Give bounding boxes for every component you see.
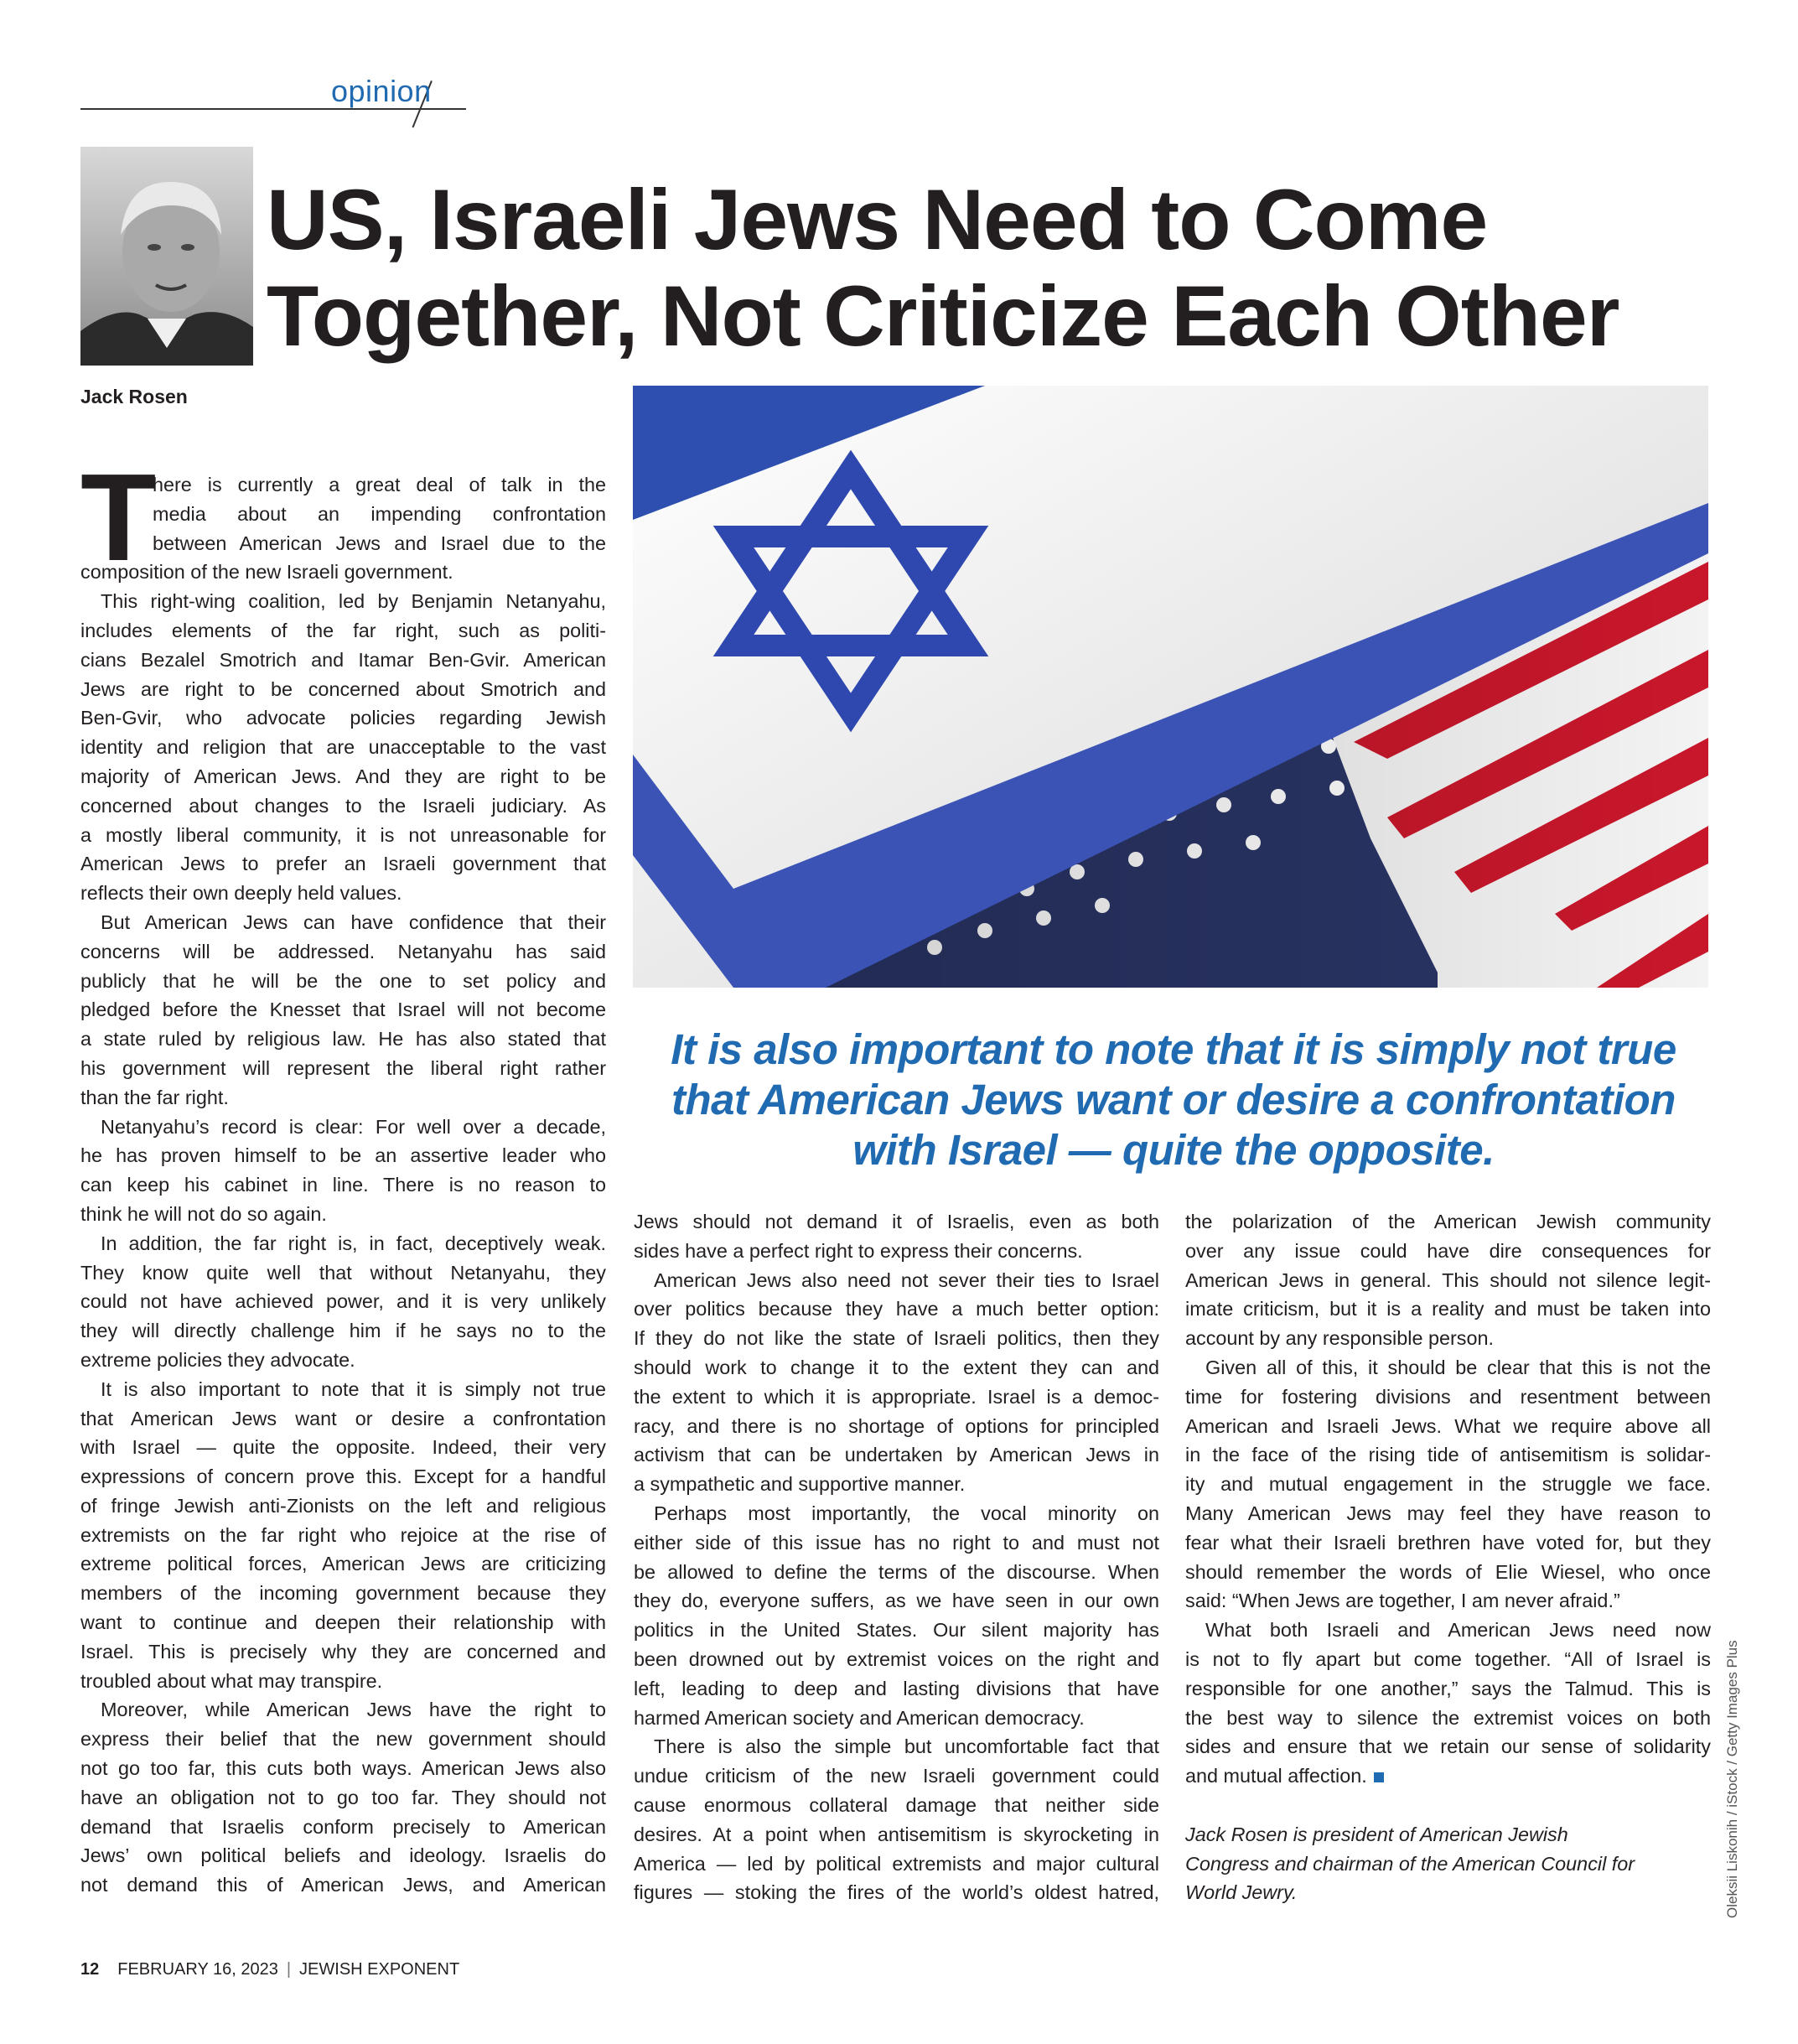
page-number: 12 (80, 1960, 100, 1979)
text-line: of fringe Jewish anti-Zionists on the left and religious (80, 1494, 606, 1517)
text-line: should remember the words of Elie Wiesel, who once (1185, 1560, 1711, 1583)
text-line: sides have a perfect right to express their concerns. (634, 1239, 1083, 1262)
text-line: been drowned out by extremist voices on the right and (634, 1647, 1159, 1670)
text-line: American and Israeli Jews. What we require above all (1185, 1414, 1711, 1437)
text-line: racy, and there is no shortage of options for principled (634, 1414, 1159, 1437)
text-line: should work to change it to the extent they can and (634, 1356, 1159, 1378)
text-line: Perhaps most importantly, the vocal minority on (654, 1502, 1159, 1524)
headline-line: Together, Not Criticize Each Other (267, 268, 1619, 364)
text-line: ity and mutual engagement in the struggle we face. (1185, 1473, 1711, 1496)
end-mark-icon (1374, 1772, 1384, 1782)
text-line: extreme political forces, American Jews are criticizing (80, 1553, 606, 1575)
headline (267, 172, 1775, 365)
text-line: Moreover, while American Jews have the right to (101, 1699, 606, 1721)
text-line: sides and ensure that we retain our sense of solidarity (1185, 1735, 1711, 1758)
author-bio-line: Jack Rosen is president of American Jewish (1185, 1823, 1568, 1845)
footer-separator: | (286, 1960, 292, 1979)
text-line: cause enormous collateral damage that neither side (634, 1793, 1159, 1816)
text-line: said: “When Jews are together, I am never afraid.” (1185, 1590, 1620, 1612)
text-line: in the face of the rising tide of antisemitism is solidar- (1185, 1444, 1711, 1466)
headline-line: US, Israeli Jews Need to Come (267, 172, 1488, 267)
text-line: concerns will be addressed. Netanyahu has said (80, 940, 606, 962)
text-line: left, leading to deep and lasting divisions that have (634, 1677, 1159, 1699)
text-line-end: and mutual affection. (1185, 1765, 1367, 1787)
text-line: Given all of this, it should be clear that this is not the (1205, 1356, 1711, 1378)
text-line: he has proven himself to be an assertive leader who (80, 1144, 606, 1167)
text-line: a mostly liberal community, it is not unreasonable for (80, 823, 606, 846)
text-line: think he will not do so again. (80, 1202, 327, 1225)
text-line: harmed American society and American democracy. (634, 1706, 1085, 1729)
article-column-1 (80, 470, 606, 1900)
text-line: over politics because they have a much better option: (634, 1298, 1159, 1320)
text-line: cians Bezalel Smotrich and Itamar Ben-Gvir. American (80, 648, 606, 671)
text-line: account by any responsible person. (1185, 1327, 1494, 1350)
text-line: What both Israeli and American Jews need now (1205, 1619, 1711, 1642)
text-line: It is also important to note that it is simply not true (101, 1377, 606, 1400)
text-line: over any issue could have dire consequences for (1185, 1239, 1711, 1262)
text-line: be allowed to define the terms of the discourse. When (634, 1560, 1159, 1583)
text-line: American Jews in general. This should not silence legit- (1185, 1268, 1711, 1291)
spacer (1185, 1791, 1711, 1820)
text-line: media about an impending confrontation (153, 502, 606, 525)
text-line: Jews are right to be concerned about Smotrich and (80, 677, 606, 700)
text-line: than the far right. (80, 1086, 229, 1108)
article-column-3 (1185, 1207, 1711, 1907)
text-line: pledged before the Knesset that Israel will not become (80, 999, 606, 1021)
author-bio-line: Congress and chairman of the American Council for (1185, 1852, 1635, 1875)
text-line: Jews’ own political beliefs and ideology. Israelis do (80, 1844, 606, 1867)
text-line: his government will represent the liberal right rather (80, 1056, 606, 1079)
text-line: with Israel — quite the opposite. Indeed, their very (80, 1436, 606, 1459)
text-line: Israel. This is precisely why they are concerned and (80, 1640, 606, 1663)
text-line: between American Jews and Israel due to the (153, 532, 606, 554)
text-line: In addition, the far right is, in fact, deceptively weak. (101, 1232, 606, 1254)
text-line: American Jews also need not sever their ties to Israel (654, 1268, 1159, 1291)
pull-quote-line: that American Jews want or desire a confrontation (671, 1076, 1676, 1123)
text-line: can keep his cabinet in line. There is no reason to (80, 1174, 606, 1196)
text-line: American Jews to prefer an Israeli government that (80, 853, 606, 875)
text-line: extremists on the far right who rejoice at the rise of (80, 1523, 606, 1546)
text-line: express their belief that the new government should (80, 1728, 606, 1751)
text-line: expressions of concern prove this. Except for a handful (80, 1466, 606, 1488)
text-line: demand that Israelis conform precisely to American (80, 1815, 606, 1838)
text-line: a state ruled by religious law. He has also stated that (80, 1028, 606, 1051)
pull-quote (637, 1025, 1710, 1175)
author-bio-line: World Jewry. (1185, 1881, 1298, 1904)
text-line: could not have achieved power, and it is very unlikely (80, 1290, 606, 1313)
byline: Jack Rosen (80, 386, 188, 407)
text-line: they will directly challenge him if he says no to the (80, 1320, 606, 1342)
text-line: includes elements of the far right, such as politi- (80, 619, 606, 641)
text-line: majority of American Jews. And they are right to be (80, 765, 606, 787)
article-column-2 (634, 1207, 1159, 1907)
text-line: the best way to silence the extremist voices on both (1185, 1706, 1711, 1729)
text-line: either side of this issue has no right to and must not (634, 1531, 1159, 1554)
text-line: time for fostering divisions and resentment between (1185, 1385, 1711, 1408)
text-line: If they do not like the state of Israeli politics, then they (634, 1327, 1159, 1350)
text-line: not demand this of American Jews, and American (80, 1874, 606, 1896)
photo-credit: Oleksii Liskonih / iStock / Getty Images Plus (1724, 1640, 1740, 1918)
text-line: that American Jews want or desire a confrontation (80, 1407, 606, 1429)
text-line: have an obligation not to go too far. They should not (80, 1786, 606, 1808)
page-footer (80, 1960, 459, 1979)
text-line: a sympathetic and supportive manner. (634, 1473, 966, 1496)
pull-quote-line: with Israel — quite the opposite. (852, 1126, 1495, 1174)
text-line: the polarization of the American Jewish community (1185, 1211, 1711, 1232)
text-line: extreme policies they advocate. (80, 1348, 355, 1371)
text-line: activism that can be undertaken by American Jews in (634, 1444, 1159, 1466)
text-line: concerned about changes to the Israeli judiciary. As (80, 794, 606, 817)
text-line: is not to fly apart but come together. “All of Israel is (1185, 1647, 1711, 1670)
text-line: undue criticism of the new Israeli government could (634, 1765, 1159, 1787)
text-line: composition of the new Israeli government. (80, 561, 453, 584)
text-line: Jews should not demand it of Israelis, even as both (634, 1211, 1159, 1232)
text-line: desires. At a point when antisemitism is skyrocketing in (634, 1823, 1159, 1845)
text-line: But American Jews can have confidence that their (101, 910, 606, 933)
text-line: not go too far, this cuts both ways. American Jews also (80, 1757, 606, 1780)
issue-date: FEBRUARY 16, 2023 (117, 1960, 278, 1979)
text-line: They know quite well that without Netanyahu, they (80, 1261, 606, 1284)
text-line: identity and religion that are unacceptable to the vast (80, 736, 606, 759)
text-line: politics in the United States. Our silent majority has (634, 1619, 1159, 1642)
text-line: want to continue and deepen their relationship with (80, 1611, 606, 1634)
text-line: here is currently a great deal of talk in the (153, 474, 606, 495)
text-line: reflects their own deeply held values. (80, 882, 402, 905)
text-line (1185, 1761, 1711, 1791)
text-line: the extent to which it is appropriate. Israel is a democ- (634, 1385, 1159, 1408)
text-line: America — led by political extremists and major cultural (634, 1852, 1159, 1875)
text-line: Ben-Gvir, who advocate policies regarding Jewish (80, 707, 606, 729)
text-line: publicly that he will be the one to set policy and (80, 969, 606, 992)
text-line: fear what their Israeli brethren have voted for, but they (1185, 1531, 1711, 1554)
text-line: Netanyahu’s record is clear: For well over a decade, (101, 1115, 606, 1138)
text-line: members of the incoming government because they (80, 1582, 606, 1605)
text-line: There is also the simple but uncomfortable fact that (654, 1735, 1159, 1758)
text-line: figures — stoking the fires of the world’s oldest hatred, (634, 1881, 1159, 1904)
text-line: This right-wing coalition, led by Benjamin Netanyahu, (101, 590, 606, 613)
section-label: opinion (331, 74, 432, 108)
text-line: imate criticism, but it is a reality and must be taken into (1185, 1298, 1711, 1320)
publication-name: JEWISH EXPONENT (299, 1960, 460, 1979)
flags-photo (633, 386, 1708, 988)
text-line: responsible for one another,” says the Talmud. This is (1185, 1677, 1711, 1699)
text-line: troubled about what may transpire. (80, 1669, 383, 1692)
pull-quote-line: It is also important to note that it is simply not true (671, 1025, 1676, 1073)
text-line: they do, everyone suffers, as we have seen in our own (634, 1590, 1159, 1612)
text-line: Many American Jews may feel they have reason to (1185, 1502, 1711, 1524)
author-photo (80, 147, 253, 366)
drop-cap: T (80, 449, 157, 587)
